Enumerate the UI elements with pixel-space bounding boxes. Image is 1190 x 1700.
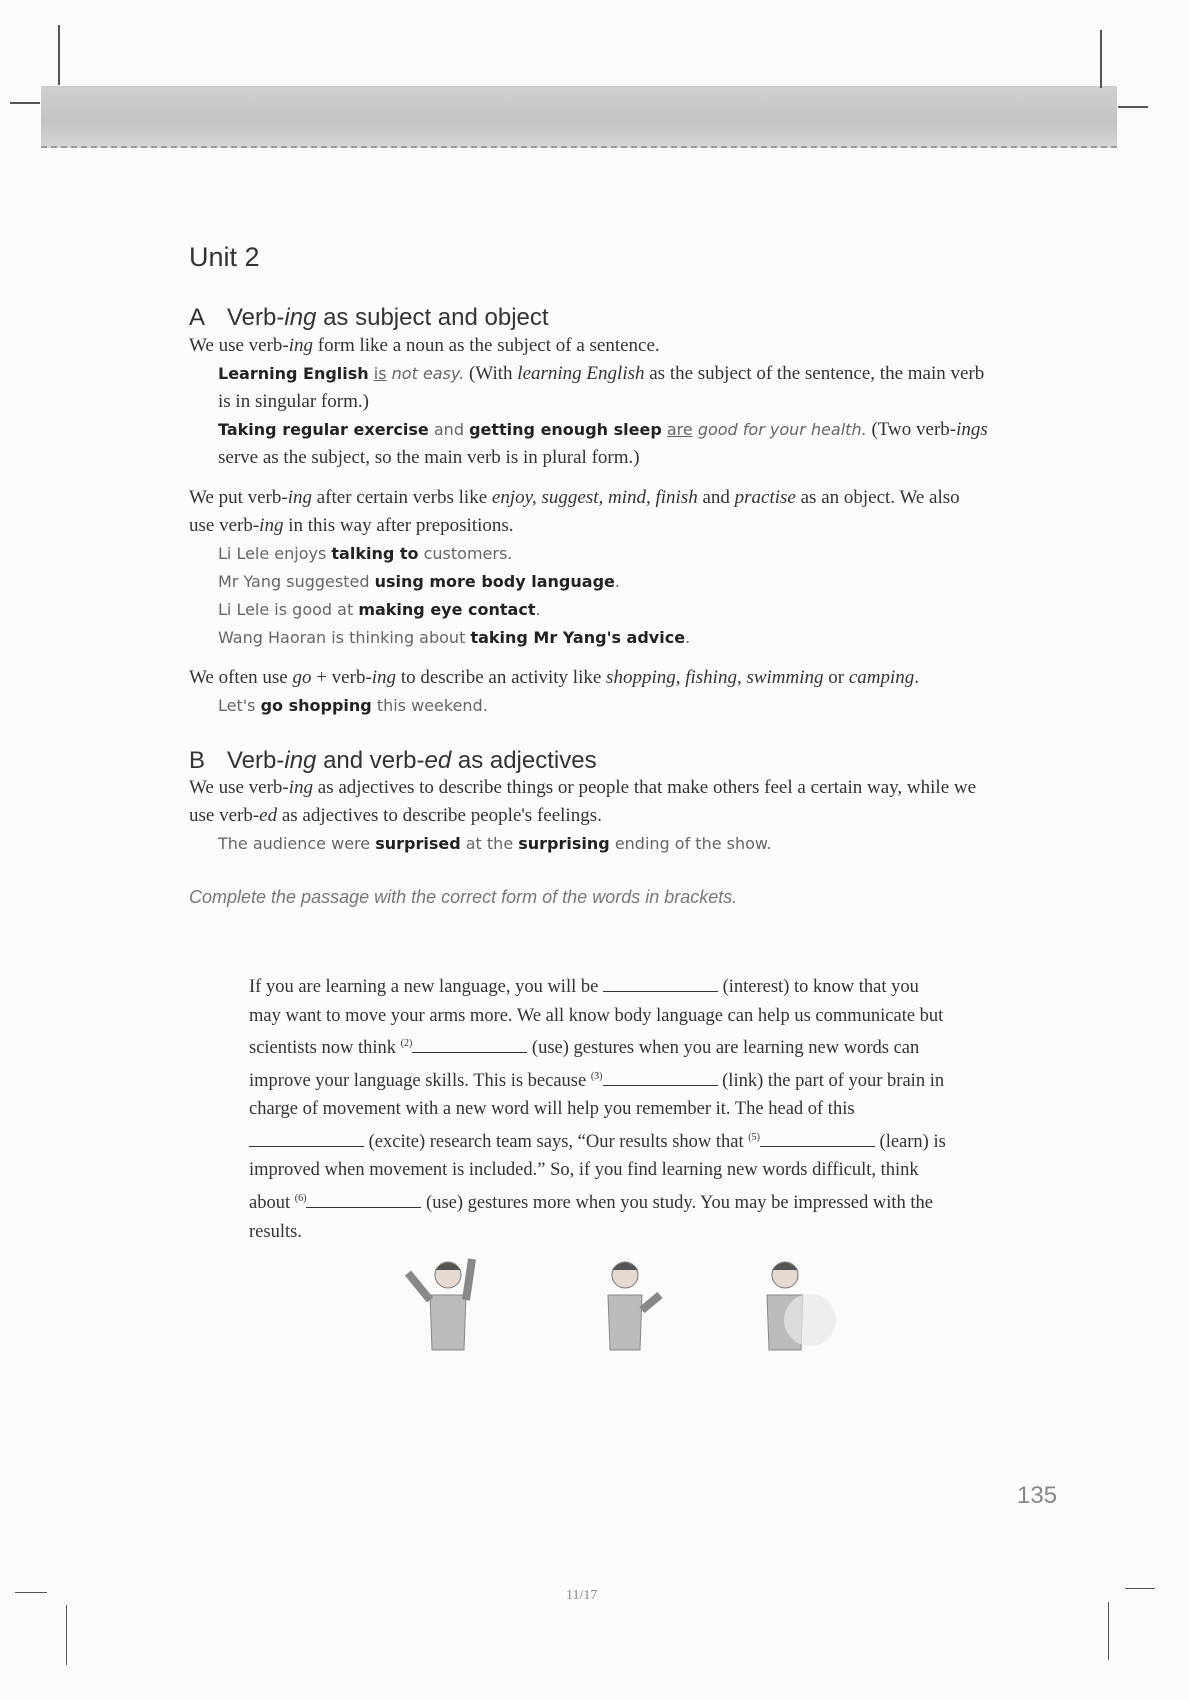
example-item: Wang Haoran is thinking about taking Mr Yang's advice. [218, 628, 691, 647]
section-a-heading: A Verb-ing as subject and object [189, 304, 549, 331]
exercise-passage: If you are learning a new language, you will be (interest) to know that you may want to move your arms more. We all know body language can help us communicate but scientists now think $^{(2)}$ (use) gestures when you are learning new words can improve your language skills. This is because $^{(3)}$ (link) the part of your brain in charge of movement with a new word will help you remember it. The head of this (excite) research team says, “Our results show that $^{(5)}$ (learn) is improved when movement is included.” So, if you find learning new words difficult, think about $^{(6)}$ (use) gestures more when you study. You may be impressed with the results. [249, 977, 946, 1242]
example-item: Mr Yang suggested using more body language. [218, 572, 620, 591]
crop-mark [58, 25, 60, 85]
example-2: Taking regular exercise and getting enough sleep are good for your health. (Two verb-ings serve as the subject, so the main verb is in plural form.) [218, 419, 988, 468]
exercise-instruction: Complete the passage with the correct form of the words in brackets. [189, 887, 738, 907]
boy-raising-arms-illustration [400, 1255, 495, 1355]
example-list [189, 540, 989, 652]
section-b-body: We use verb-ing as adjectives to describe things or people that make others feel a certain way, while we use verb-ed as adjectives to describe people's feelings. The audience were surprised at the surprising ending of the show. [189, 777, 977, 853]
page-number: 135 [1017, 1482, 1058, 1509]
crop-mark [1100, 30, 1102, 88]
unit-title: Unit 2 [189, 242, 260, 272]
blank-6[interactable] [306, 1193, 421, 1208]
crop-mark [10, 102, 40, 104]
example-1: Learning English is not easy. (With learning English as the subject of the sentence, the main verb is in singular form.) [218, 363, 985, 412]
crop-mark [1125, 1588, 1155, 1589]
crop-mark [15, 1592, 47, 1593]
crop-mark [1108, 1602, 1109, 1660]
scan-page-indicator: 11/17 [566, 1588, 598, 1603]
example-item: Li Lele is good at making eye contact. [218, 600, 541, 619]
header-band [41, 86, 1117, 148]
example-3: Let's go shopping this weekend. [218, 696, 488, 715]
blank-2[interactable] [412, 1038, 527, 1053]
section-b-heading: B Verb-ing and verb-ed as adjectives [189, 747, 597, 774]
blank-5[interactable] [760, 1132, 875, 1147]
blank-3[interactable] [603, 1071, 718, 1086]
boy-gesturing-illustration [580, 1255, 675, 1355]
blank-4[interactable] [249, 1132, 364, 1147]
dashed-divider [41, 146, 1117, 148]
crop-mark [1118, 106, 1148, 108]
crop-mark [66, 1605, 67, 1665]
blank-1[interactable] [603, 977, 718, 992]
section-a-body: We use verb-ing form like a noun as the subject of a sentence. Learning English is not easy. (With learning English as the subject of the sentence, the main verb is in singular form.) Taking regular exercise and getting enough sleep are good for your health. (Two verb-ings serve as the subject, so the main verb is in plural form.) We put verb-ing after certain verbs like enjoy, suggest, mind, finish and practise as an object. We also use verb-ing in this way after prepositions. Li Lele enjoys talking to customers. Mr Yang suggested using more body language. Li Lele is good at making eye contact. Wang Haoran is thinking about taking Mr Yang's advice. We often use go + verb-ing to describe an activity like shopping, fishing, swimming or camping. Let's go shopping this weekend. [189, 332, 989, 720]
example-item: Li Lele enjoys talking to customers. [218, 544, 513, 563]
boy-hands-together-illustration [745, 1255, 840, 1355]
